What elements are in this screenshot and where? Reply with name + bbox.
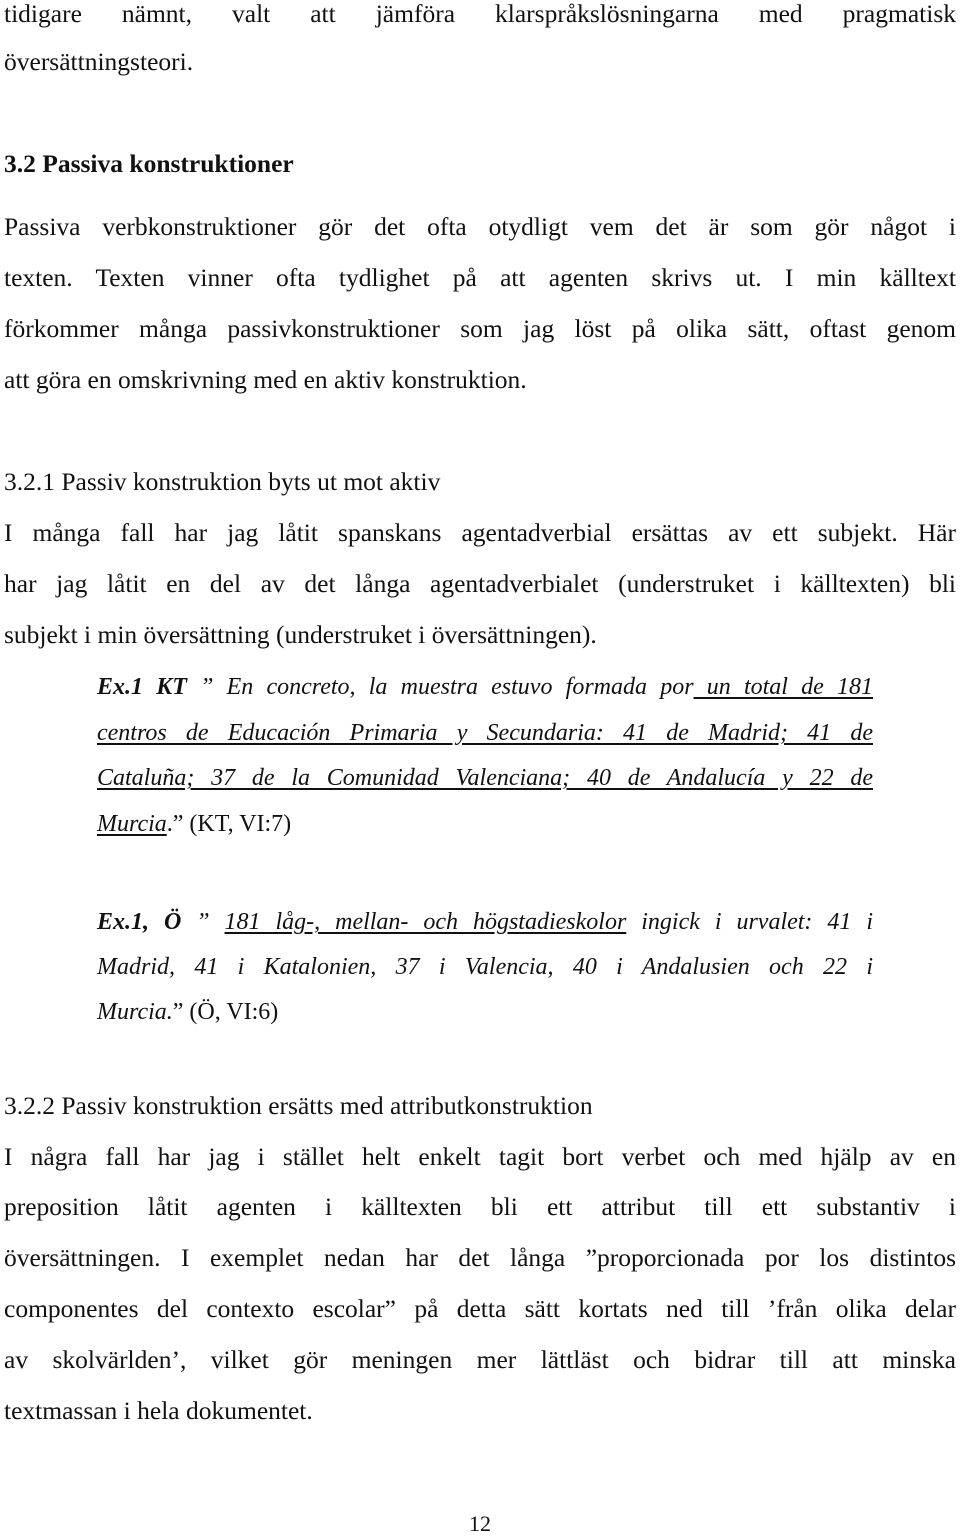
example-underlined-text: Murcia: [97, 811, 167, 837]
quote-mark: ”: [181, 909, 210, 935]
body-text-line: Passiva verbkonstruktioner gör det ofta otydligt vem det är som gör något i: [4, 212, 956, 241]
example-underlined-text: Cataluña; 37 de la Comunidad Valenciana; 40 de Andalucía y 22 de: [97, 765, 873, 791]
subsection-heading: 3.2.2 Passiv konstruktion ersätts med attributkonstruktion: [4, 1091, 593, 1120]
example-text: En concreto, la muestra estuvo formada por: [226, 674, 694, 700]
example-text: Murcia.: [97, 999, 173, 1025]
example-text: ingick i urvalet: 41 i: [626, 909, 873, 935]
body-text-line: I några fall har jag i stället helt enkelt tagit bort verbet och med hjälp av en: [4, 1142, 956, 1171]
example-o-line: [97, 906, 873, 938]
body-text-line: tidigare nämnt, valt att jämföra klarspråkslösningarna med pragmatisk: [4, 0, 956, 28]
example-kt-line: [97, 671, 873, 703]
body-text-line: componentes del contexto escolar” på detta sätt kortats ned till ’från olika delar: [4, 1294, 956, 1323]
example-underlined-text: 181 låg-, mellan- och högstadieskolor: [224, 909, 627, 935]
section-heading: 3.2 Passiva konstruktioner: [4, 149, 294, 178]
body-text-line: har jag låtit en del av det långa agentadverbialet (understruket i källtexten) bli: [4, 569, 956, 598]
body-text-line: I många fall har jag låtit spanskans agentadverbial ersättas av ett subjekt. Här: [4, 518, 956, 547]
body-text-line: översättningen. I exemplet nedan har det långa ”proporcionada por los distintos: [4, 1243, 956, 1272]
example-underlined-text: centros de Educación Primaria y Secundaria: 41 de Madrid; 41 de: [97, 720, 873, 746]
example-o-line: [97, 996, 873, 1028]
quote-mark: ”: [172, 999, 184, 1025]
body-text-line: texten. Texten vinner ofta tydlighet på att agenten skrivs ut. I min källtext: [4, 263, 956, 292]
body-text-line: av skolvärlden’, vilket gör meningen mer lättläst och bidrar till att minska: [4, 1345, 956, 1374]
example-kt-line: [97, 808, 873, 840]
example-text: Madrid, 41 i Katalonien, 37 i Valencia, 40 i Andalusien och 22 i: [97, 954, 873, 980]
quote-mark: ”: [186, 674, 214, 700]
example-underlined-text: un total de 181: [693, 674, 873, 700]
body-text-line: preposition låtit agenten i källtexten bli ett attribut till ett substantiv i: [4, 1192, 956, 1221]
example-reference: (Ö, VI:6): [183, 999, 279, 1025]
example-label: Ex.1, Ö: [97, 909, 182, 935]
body-text-line: subjekt i min översättning (understruket i översättningen).: [4, 620, 597, 649]
example-label: Ex.1 KT: [97, 674, 187, 700]
quote-mark: .”: [166, 811, 184, 837]
page-number: 12: [469, 1511, 491, 1536]
body-text-line: översättningsteori.: [4, 47, 194, 76]
example-reference: (KT, VI:7): [183, 811, 292, 837]
body-text-line: förkommer många passivkonstruktioner som jag löst på olika sätt, oftast genom: [4, 314, 956, 343]
body-text-line: textmassan i hela dokumentet.: [4, 1396, 313, 1425]
subsection-heading: 3.2.1 Passiv konstruktion byts ut mot aktiv: [4, 467, 441, 496]
body-text-line: att göra en omskrivning med en aktiv konstruktion.: [4, 365, 527, 394]
